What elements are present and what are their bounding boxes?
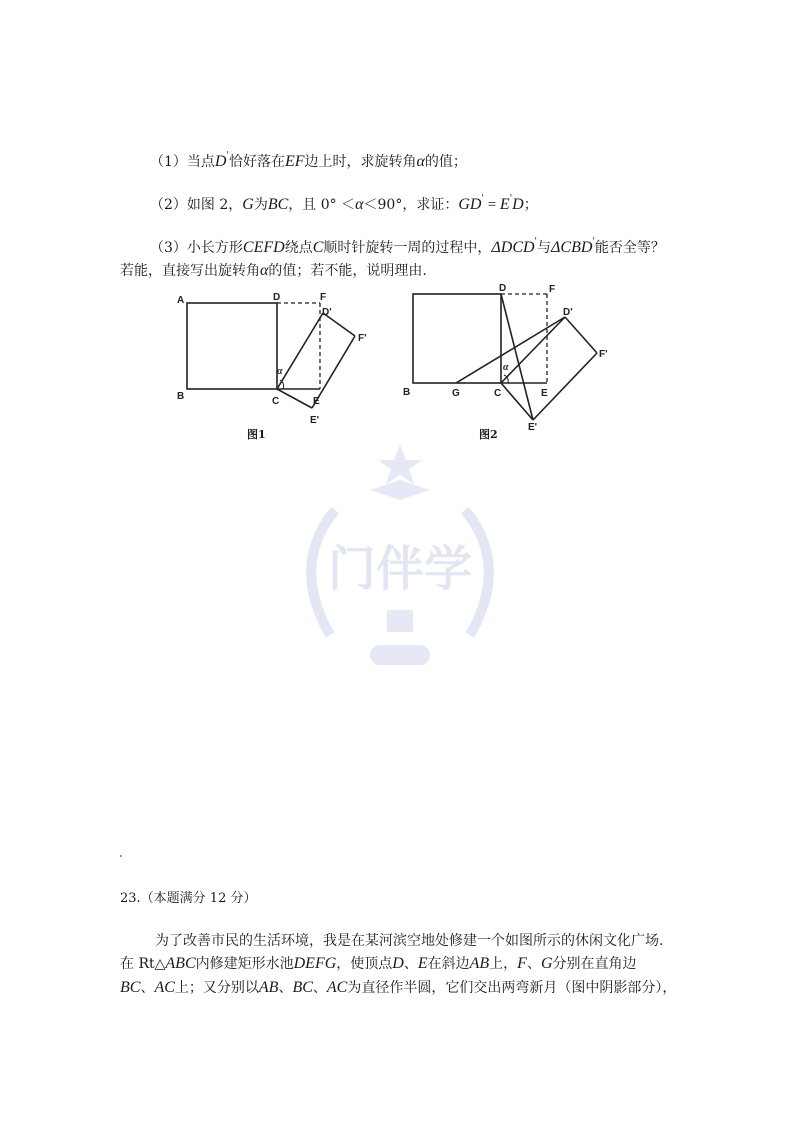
prime-mark: ' [509,194,513,204]
prime-mark: ' [226,151,229,161]
watermark-text: 门伴学 [327,541,473,597]
text: ＜90°，求证： [363,197,459,213]
text: 、 [526,956,541,972]
text: 绕点 [284,240,313,256]
stray-mark [120,855,122,857]
label-f-prime: F' [599,349,608,360]
text: 上， [489,956,518,972]
math-var: BC [120,979,141,996]
math-var: AB [469,955,490,972]
text: 、 [140,980,155,996]
text: 的值； [424,154,467,170]
segment-fpep [533,353,597,420]
figure-2-diagram [400,282,620,434]
figure-1-caption: 图1 [247,428,266,441]
math-var: AC [154,979,175,996]
text: 、 [312,980,327,996]
label-d: D [499,283,507,294]
part-number: （1） [150,154,187,170]
text: ，使顶点 [336,956,393,972]
q23-heading: 23.（本题满分 12 分） [120,891,257,906]
label-c: C [272,396,280,407]
text: 、 [278,980,293,996]
text: 若能，直接写出旋转角 [120,263,260,279]
label-d: D [273,292,281,303]
text: 小长方形 [186,240,243,256]
text: 为 [253,197,268,213]
math-var: α [416,153,425,170]
math-var: ΔDCD [491,239,535,256]
label-e-prime: E' [310,415,320,426]
math-var: F [517,955,527,972]
graduation-cap-icon [370,480,430,500]
text: 内修建矩形水池 [195,956,294,972]
label-d-prime: D' [322,307,332,318]
math-var: E [417,955,428,972]
math-var: EF [284,153,305,170]
part-number: （3） [150,240,187,256]
segment-cdp [277,313,323,389]
label-alpha: α [503,362,509,373]
question-part-3-line1 [150,232,665,258]
text: 在 Rt△ [120,956,166,972]
math-var: D [392,955,404,972]
ribbon-icon [370,645,430,665]
math-var: G [540,955,553,972]
text: 当点 [186,154,215,170]
math-var: α [260,262,269,279]
question-part-2 [150,189,538,215]
math-var: GD [458,196,482,213]
q23-paragraph-line1 [155,931,663,951]
text: 的值；若不能，说明理由. [268,263,427,279]
math-var: BC [267,196,289,213]
math-var: D [512,196,524,213]
q23-paragraph-line2 [120,954,637,974]
math-var: DEFG [293,955,337,972]
text: 恰好落在 [228,154,285,170]
text: 为了改善市民的生活环境，我是在某河滨空地处修建一个如图所示的休闲文化广场. [155,933,664,949]
segment-dpfp [565,317,597,353]
label-f-prime: F' [358,333,367,344]
text: ； [523,197,538,213]
math-var: ABC [165,955,196,972]
text: ，且 0° ＜ [288,197,356,213]
label-b: B [403,387,411,398]
prime-mark: ' [592,237,595,247]
label-b: B [177,391,185,402]
label-d-prime: D' [563,307,573,318]
label-alpha: α [277,366,283,377]
label-f: F [549,284,556,295]
question-part-1 [150,146,467,172]
text: 、 [403,956,418,972]
square-abcd [187,303,277,389]
math-var: BC [292,979,313,996]
math-var: α [355,196,364,213]
star-icon [378,445,422,484]
math-var: AB [258,979,279,996]
text: 与 [537,240,552,256]
square-left [413,294,501,383]
label-f: F [320,292,327,303]
math-var: AC [326,979,348,996]
figure-1-diagram [170,288,380,433]
text: 如图 2， [186,197,243,213]
math-var: E [499,196,510,213]
math-var: G [242,196,254,213]
prime-mark: ' [481,194,484,204]
label-e-prime: E' [528,422,538,433]
book-icon [387,610,413,632]
label-c: C [494,388,502,399]
text: 在斜边 [427,956,470,972]
text: 上；又分别以 [174,980,259,996]
label-a: A [177,295,185,306]
question-part-3-line2 [120,261,427,281]
math-var: C [312,239,324,256]
part-number: （2） [150,197,187,213]
math-var: ΔCBD [551,239,593,256]
label-e: E [541,388,548,399]
text: 为直径作半圆，它们交出两弯新月（图中阴影部分）， [347,980,677,996]
text: 能否全等？ [594,240,665,256]
equals-sign: = [483,197,500,213]
text: 边上时，求旋转角 [304,154,417,170]
math-var: CEFD [242,239,285,256]
figure-2-caption: 图2 [479,428,498,441]
watermark-logo [275,440,525,690]
label-g: G [452,388,460,399]
q23-paragraph-line3 [120,978,676,998]
text: 分别在直角边 [552,956,637,972]
label-e: E [313,396,320,407]
segment-epc [277,389,312,408]
text: 顺时针旋转一周的过程中， [323,240,492,256]
math-var: D [214,153,227,170]
prime-mark: ' [534,237,538,247]
